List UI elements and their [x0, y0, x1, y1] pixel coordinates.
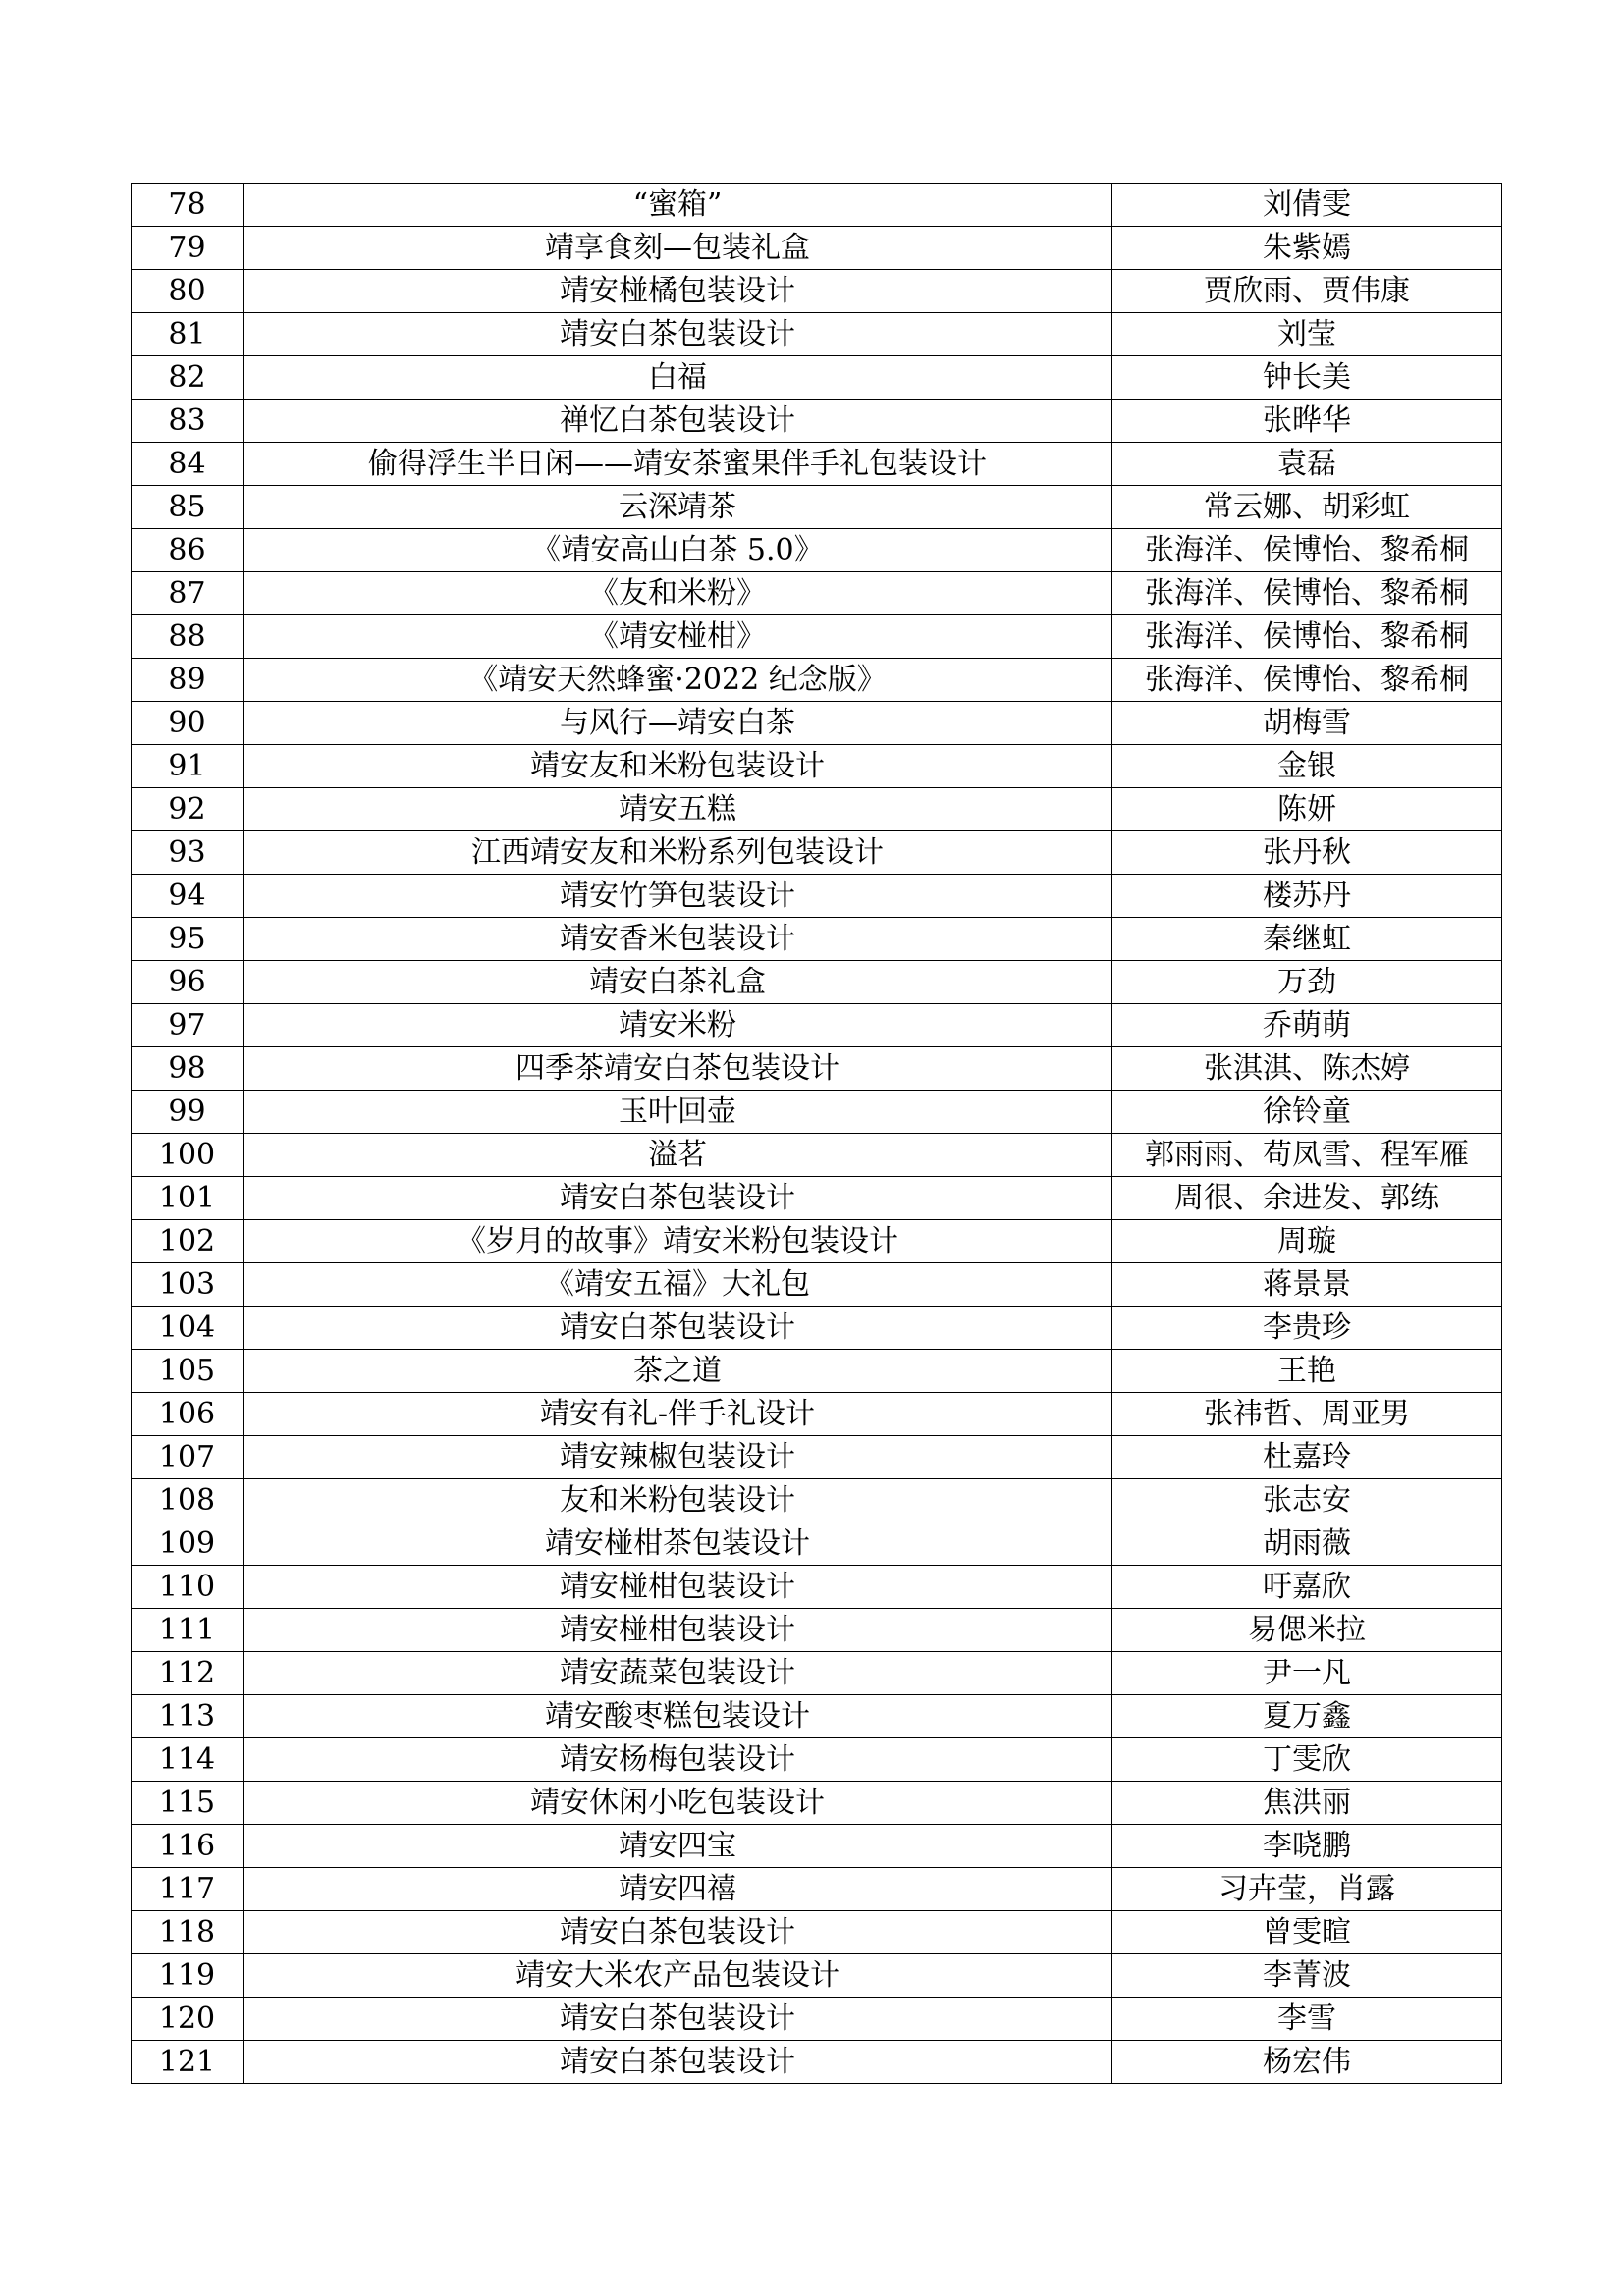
entry-number-cell: 120 [132, 1998, 244, 2041]
table-row [132, 961, 1502, 1004]
entry-author-cell: 蒋景景 [1112, 1263, 1502, 1307]
entry-number-cell: 102 [132, 1220, 244, 1263]
entry-author-cell: 习卉莹，肖露 [1112, 1868, 1502, 1911]
entry-author-cell: 楼苏丹 [1112, 875, 1502, 918]
entry-number-cell: 84 [132, 443, 244, 486]
entry-author-cell: 刘倩雯 [1112, 184, 1502, 227]
entry-title-cell: 与风行—靖安白茶 [244, 702, 1112, 745]
entry-number-cell: 121 [132, 2041, 244, 2084]
entry-author-cell: 张志安 [1112, 1479, 1502, 1522]
table-row [132, 1134, 1502, 1177]
table-row [132, 1782, 1502, 1825]
entry-title-cell: 靖安四宝 [244, 1825, 1112, 1868]
entry-author-cell: 徐铃童 [1112, 1091, 1502, 1134]
entry-title-cell: 禅忆白茶包装设计 [244, 400, 1112, 443]
entry-title-cell: 茶之道 [244, 1350, 1112, 1393]
table-row [132, 831, 1502, 875]
entry-author-cell: 乔萌萌 [1112, 1004, 1502, 1047]
table-row [132, 1350, 1502, 1393]
entry-author-cell: 曾雯暄 [1112, 1911, 1502, 1954]
table-row [132, 1220, 1502, 1263]
entry-author-cell: 李雪 [1112, 1998, 1502, 2041]
entry-author-cell: 胡雨薇 [1112, 1522, 1502, 1566]
entry-title-cell: 靖安白茶包装设计 [244, 2041, 1112, 2084]
entry-title-cell: 云深靖茶 [244, 486, 1112, 529]
entry-number-cell: 103 [132, 1263, 244, 1307]
entry-title-cell: 《靖安天然蜂蜜·2022 纪念版》 [244, 659, 1112, 702]
entry-author-cell: 张淇淇、陈杰婷 [1112, 1047, 1502, 1091]
entry-title-cell: “蜜箱” [244, 184, 1112, 227]
entry-title-cell: 靖安白茶包装设计 [244, 1307, 1112, 1350]
entry-title-cell: 靖安杨梅包装设计 [244, 1738, 1112, 1782]
entry-title-cell: 靖安白茶包装设计 [244, 1177, 1112, 1220]
entry-author-cell: 郭雨雨、苟凤雪、程军雁 [1112, 1134, 1502, 1177]
entry-title-cell: 靖安蔬菜包装设计 [244, 1652, 1112, 1695]
entry-title-cell: 玉叶回壶 [244, 1091, 1112, 1134]
entry-author-cell: 袁磊 [1112, 443, 1502, 486]
entry-title-cell: 靖安白茶包装设计 [244, 1998, 1112, 2041]
entry-author-cell: 金银 [1112, 745, 1502, 788]
entry-title-cell: 偷得浮生半日闲——靖安茶蜜果伴手礼包装设计 [244, 443, 1112, 486]
entry-number-cell: 80 [132, 270, 244, 313]
entry-title-cell: 《靖安五福》大礼包 [244, 1263, 1112, 1307]
entry-number-cell: 105 [132, 1350, 244, 1393]
entry-title-cell: 《靖安椪柑》 [244, 615, 1112, 659]
table-row [132, 486, 1502, 529]
entry-number-cell: 94 [132, 875, 244, 918]
entry-title-cell: 靖安白茶包装设计 [244, 1911, 1112, 1954]
entry-title-cell: 靖安友和米粉包装设计 [244, 745, 1112, 788]
entry-author-cell: 刘莹 [1112, 313, 1502, 356]
entry-author-cell: 尹一凡 [1112, 1652, 1502, 1695]
entries-table [131, 183, 1502, 2084]
table-row [132, 270, 1502, 313]
entry-number-cell: 115 [132, 1782, 244, 1825]
entry-author-cell: 陈妍 [1112, 788, 1502, 831]
entry-title-cell: 白福 [244, 356, 1112, 400]
entry-number-cell: 106 [132, 1393, 244, 1436]
entry-author-cell: 张海洋、侯博怡、黎希桐 [1112, 615, 1502, 659]
entry-number-cell: 119 [132, 1954, 244, 1998]
entry-title-cell: 靖安竹笋包装设计 [244, 875, 1112, 918]
entry-author-cell: 朱紫嫣 [1112, 227, 1502, 270]
table-row [132, 702, 1502, 745]
table-row [132, 529, 1502, 572]
entry-author-cell: 夏万鑫 [1112, 1695, 1502, 1738]
entry-number-cell: 89 [132, 659, 244, 702]
table-row [132, 1825, 1502, 1868]
entry-number-cell: 88 [132, 615, 244, 659]
entry-title-cell: 靖安大米农产品包装设计 [244, 1954, 1112, 1998]
entry-title-cell: 靖安白茶包装设计 [244, 313, 1112, 356]
entry-author-cell: 杨宏伟 [1112, 2041, 1502, 2084]
entry-number-cell: 116 [132, 1825, 244, 1868]
entry-title-cell: 靖安椪柑包装设计 [244, 1609, 1112, 1652]
entry-number-cell: 99 [132, 1091, 244, 1134]
table-row [132, 1177, 1502, 1220]
entry-number-cell: 92 [132, 788, 244, 831]
entry-number-cell: 110 [132, 1566, 244, 1609]
table-row [132, 745, 1502, 788]
entries-body [132, 184, 1502, 2084]
entry-number-cell: 111 [132, 1609, 244, 1652]
table-row [132, 1695, 1502, 1738]
table-row [132, 184, 1502, 227]
entry-number-cell: 97 [132, 1004, 244, 1047]
table-row [132, 1004, 1502, 1047]
entry-author-cell: 易偲米拉 [1112, 1609, 1502, 1652]
entry-number-cell: 85 [132, 486, 244, 529]
entry-number-cell: 79 [132, 227, 244, 270]
table-row [132, 1652, 1502, 1695]
entry-author-cell: 万劲 [1112, 961, 1502, 1004]
table-row [132, 1522, 1502, 1566]
entry-number-cell: 112 [132, 1652, 244, 1695]
entry-number-cell: 113 [132, 1695, 244, 1738]
entry-title-cell: 靖享食刻—包装礼盒 [244, 227, 1112, 270]
entry-number-cell: 109 [132, 1522, 244, 1566]
table-row [132, 615, 1502, 659]
entry-author-cell: 李贵珍 [1112, 1307, 1502, 1350]
entry-number-cell: 117 [132, 1868, 244, 1911]
table-row [132, 1566, 1502, 1609]
entry-author-cell: 张海洋、侯博怡、黎希桐 [1112, 572, 1502, 615]
entry-title-cell: 靖安酸枣糕包装设计 [244, 1695, 1112, 1738]
entry-title-cell: 《靖安高山白茶 5.0》 [244, 529, 1112, 572]
table-row [132, 356, 1502, 400]
table-row [132, 400, 1502, 443]
entry-title-cell: 靖安米粉 [244, 1004, 1112, 1047]
entry-title-cell: 《友和米粉》 [244, 572, 1112, 615]
entry-title-cell: 靖安四禧 [244, 1868, 1112, 1911]
entry-author-cell: 秦继虹 [1112, 918, 1502, 961]
table-row [132, 1868, 1502, 1911]
entry-title-cell: 靖安椪橘包装设计 [244, 270, 1112, 313]
entry-author-cell: 杜嘉玲 [1112, 1436, 1502, 1479]
entry-number-cell: 90 [132, 702, 244, 745]
entry-number-cell: 91 [132, 745, 244, 788]
entry-author-cell: 张海洋、侯博怡、黎希桐 [1112, 529, 1502, 572]
entry-author-cell: 张晔华 [1112, 400, 1502, 443]
entry-author-cell: 李晓鹏 [1112, 1825, 1502, 1868]
entry-number-cell: 104 [132, 1307, 244, 1350]
entry-number-cell: 95 [132, 918, 244, 961]
entry-author-cell: 张丹秋 [1112, 831, 1502, 875]
table-row [132, 1091, 1502, 1134]
entry-author-cell: 王艳 [1112, 1350, 1502, 1393]
entry-author-cell: 张海洋、侯博怡、黎希桐 [1112, 659, 1502, 702]
entry-author-cell: 丁雯欣 [1112, 1738, 1502, 1782]
entry-title-cell: 靖安白茶礼盒 [244, 961, 1112, 1004]
entry-number-cell: 101 [132, 1177, 244, 1220]
entry-author-cell: 胡梅雪 [1112, 702, 1502, 745]
entry-number-cell: 78 [132, 184, 244, 227]
entry-title-cell: 溢茗 [244, 1134, 1112, 1177]
entry-title-cell: 靖安有礼-伴手礼设计 [244, 1393, 1112, 1436]
entry-author-cell: 焦洪丽 [1112, 1782, 1502, 1825]
entry-number-cell: 82 [132, 356, 244, 400]
table-row [132, 1954, 1502, 1998]
entry-number-cell: 114 [132, 1738, 244, 1782]
table-row [132, 443, 1502, 486]
entry-title-cell: 靖安辣椒包装设计 [244, 1436, 1112, 1479]
entry-title-cell: 靖安香米包装设计 [244, 918, 1112, 961]
entry-number-cell: 118 [132, 1911, 244, 1954]
entry-title-cell: 《岁月的故事》靖安米粉包装设计 [244, 1220, 1112, 1263]
entry-author-cell: 吁嘉欣 [1112, 1566, 1502, 1609]
table-row [132, 1998, 1502, 2041]
entry-number-cell: 107 [132, 1436, 244, 1479]
entry-title-cell: 靖安休闲小吃包装设计 [244, 1782, 1112, 1825]
entry-author-cell: 周璇 [1112, 1220, 1502, 1263]
entry-title-cell: 江西靖安友和米粉系列包装设计 [244, 831, 1112, 875]
entry-title-cell: 靖安椪柑茶包装设计 [244, 1522, 1112, 1566]
entry-number-cell: 81 [132, 313, 244, 356]
entry-author-cell: 李菁波 [1112, 1954, 1502, 1998]
entry-author-cell: 钟长美 [1112, 356, 1502, 400]
entry-number-cell: 98 [132, 1047, 244, 1091]
table-row [132, 227, 1502, 270]
table-row [132, 918, 1502, 961]
entry-number-cell: 86 [132, 529, 244, 572]
table-row [132, 659, 1502, 702]
table-row [132, 313, 1502, 356]
table-row [132, 1609, 1502, 1652]
entry-title-cell: 友和米粉包装设计 [244, 1479, 1112, 1522]
table-row [132, 1436, 1502, 1479]
table-row [132, 572, 1502, 615]
table-row [132, 2041, 1502, 2084]
entry-number-cell: 93 [132, 831, 244, 875]
entry-number-cell: 87 [132, 572, 244, 615]
entry-author-cell: 周很、余进发、郭练 [1112, 1177, 1502, 1220]
entry-author-cell: 常云娜、胡彩虹 [1112, 486, 1502, 529]
entry-title-cell: 靖安椪柑包装设计 [244, 1566, 1112, 1609]
entry-number-cell: 83 [132, 400, 244, 443]
table-row [132, 875, 1502, 918]
table-row [132, 1911, 1502, 1954]
entry-title-cell: 靖安五糕 [244, 788, 1112, 831]
table-row [132, 1738, 1502, 1782]
table-row [132, 1307, 1502, 1350]
table-row [132, 1479, 1502, 1522]
entry-title-cell: 四季茶靖安白茶包装设计 [244, 1047, 1112, 1091]
entry-number-cell: 108 [132, 1479, 244, 1522]
entry-number-cell: 96 [132, 961, 244, 1004]
table-row [132, 1047, 1502, 1091]
entry-author-cell: 张祎哲、周亚男 [1112, 1393, 1502, 1436]
entry-number-cell: 100 [132, 1134, 244, 1177]
table-row [132, 1263, 1502, 1307]
table-row [132, 1393, 1502, 1436]
table-row [132, 788, 1502, 831]
entry-author-cell: 贾欣雨、贾伟康 [1112, 270, 1502, 313]
